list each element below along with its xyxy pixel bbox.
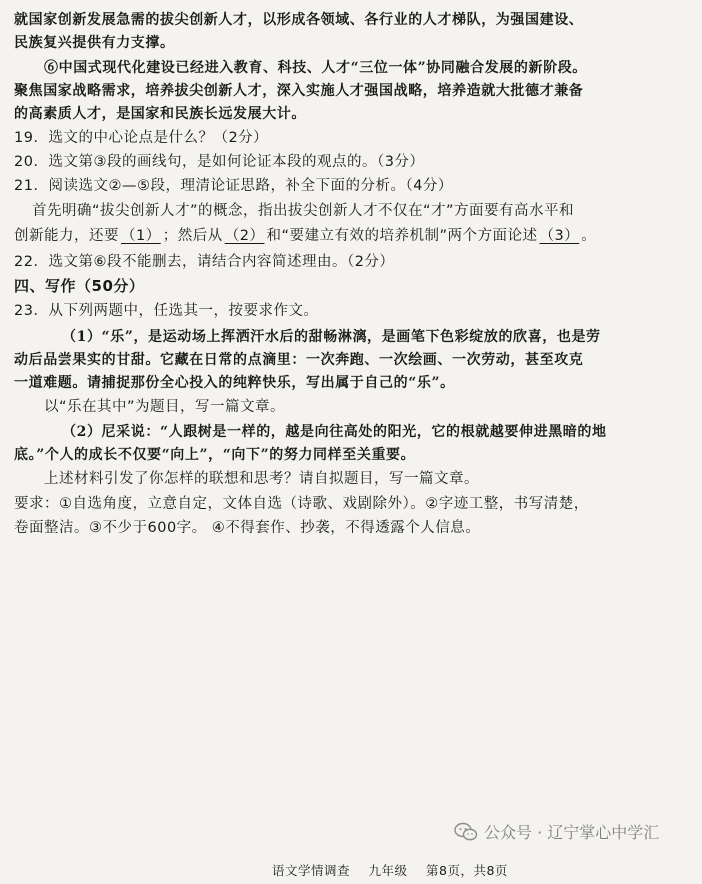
writing-requirements: 要求：①自选角度，立意自定，文体自选（诗歌、戏剧除外）。②字迹工整，书写清楚， (14, 496, 589, 512)
section-title-writing: 四、写作（50分） (14, 277, 145, 295)
passage-line: 的高素质人才，是国家和民族长远发展大计。 (14, 106, 306, 122)
topic-1-title: 以“乐在其中”为题目，写一篇文章。 (44, 399, 286, 415)
topic-2-text: （2）尼采说：“人跟树是一样的，越是向往高处的阳光，它的根就越要伸进黑暗的地 (62, 424, 607, 440)
question-21-body: 首先明确“拔尖创新人才”的概念，指出拔尖创新人才不仅在“才”方面要有高水平和 (32, 203, 575, 219)
question-21: 21．阅读选文②—⑤段，理清论证思路，补全下面的分析。（4分） (14, 178, 453, 194)
passage-paragraph-6: ⑥中国式现代化建设已经进入教育、科技、人才“三位一体”协同融合发展的新阶段。 (44, 60, 587, 76)
passage-line: 聚焦国家战略需求，培养拔尖创新人才，深入实施人才强国战略，培养造就大批德才兼备 (14, 83, 584, 99)
topic-2-text: 底。”个人的成长不仅要“向上”，“向下”的努力同样至关重要。 (14, 447, 416, 463)
writing-requirements: 卷面整洁。③不少于600字。 ④不得套作、抄袭，不得透露个人信息。 (14, 520, 481, 536)
footer-page-number: 第8页，共8页 (426, 863, 508, 878)
question-19: 19．选文的中心论点是什么？（2分） (14, 130, 269, 146)
question-21-text: 和“要建立有效的培养机制”两个方面论述 (266, 228, 538, 244)
answer-blank-3: （3） (539, 228, 580, 244)
question-20: 20．选文第③段的画线句，是如何论证本段的观点的。（3分） (14, 154, 425, 170)
wechat-icon (454, 822, 478, 842)
answer-blank-1: （1） (121, 228, 161, 244)
question-23: 23．从下列两题中，任选其一，按要求作文。 (14, 303, 319, 319)
topic-1-text: 动后品尝果实的甘甜。它藏在日常的点滴里：一次奔跑、一次绘画、一次劳动，甚至攻克 (14, 352, 584, 368)
topic-1-text: （1）“乐”，是运动场上挥洒汗水后的甜畅淋漓，是画笔下色彩绽放的欣喜，也是劳 (62, 329, 601, 345)
topic-1-text: 一道难题。请捕捉那份全心投入的纯粹快乐，写出属于自己的“乐”。 (14, 375, 455, 391)
question-22: 22．选文第⑥段不能删去，请结合内容简述理由。（2分） (14, 254, 395, 270)
footer-grade: 九年级 (368, 863, 408, 878)
watermark-text: 公众号 · 辽宁掌心中学汇 (484, 823, 660, 842)
passage-line: 民族复兴提供有力支撑。 (14, 35, 175, 51)
wechat-watermark (454, 820, 659, 843)
passage-line: 就国家创新发展急需的拔尖创新人才，以形成各领域、各行业的人才梯队，为强国建设、 (14, 12, 584, 28)
question-21-text: 。 (581, 228, 597, 244)
page-footer (272, 861, 522, 879)
question-21-body (14, 226, 596, 246)
topic-2-prompt: 上述材料引发了你怎样的联想和思考？请自拟题目，写一篇文章。 (44, 471, 479, 487)
answer-blank-2: （2） (224, 228, 265, 244)
question-21-text: ；然后从 (162, 228, 223, 244)
question-21-text: 创新能力，还要 (14, 228, 119, 244)
footer-subject: 语文学情调查 (272, 863, 351, 878)
